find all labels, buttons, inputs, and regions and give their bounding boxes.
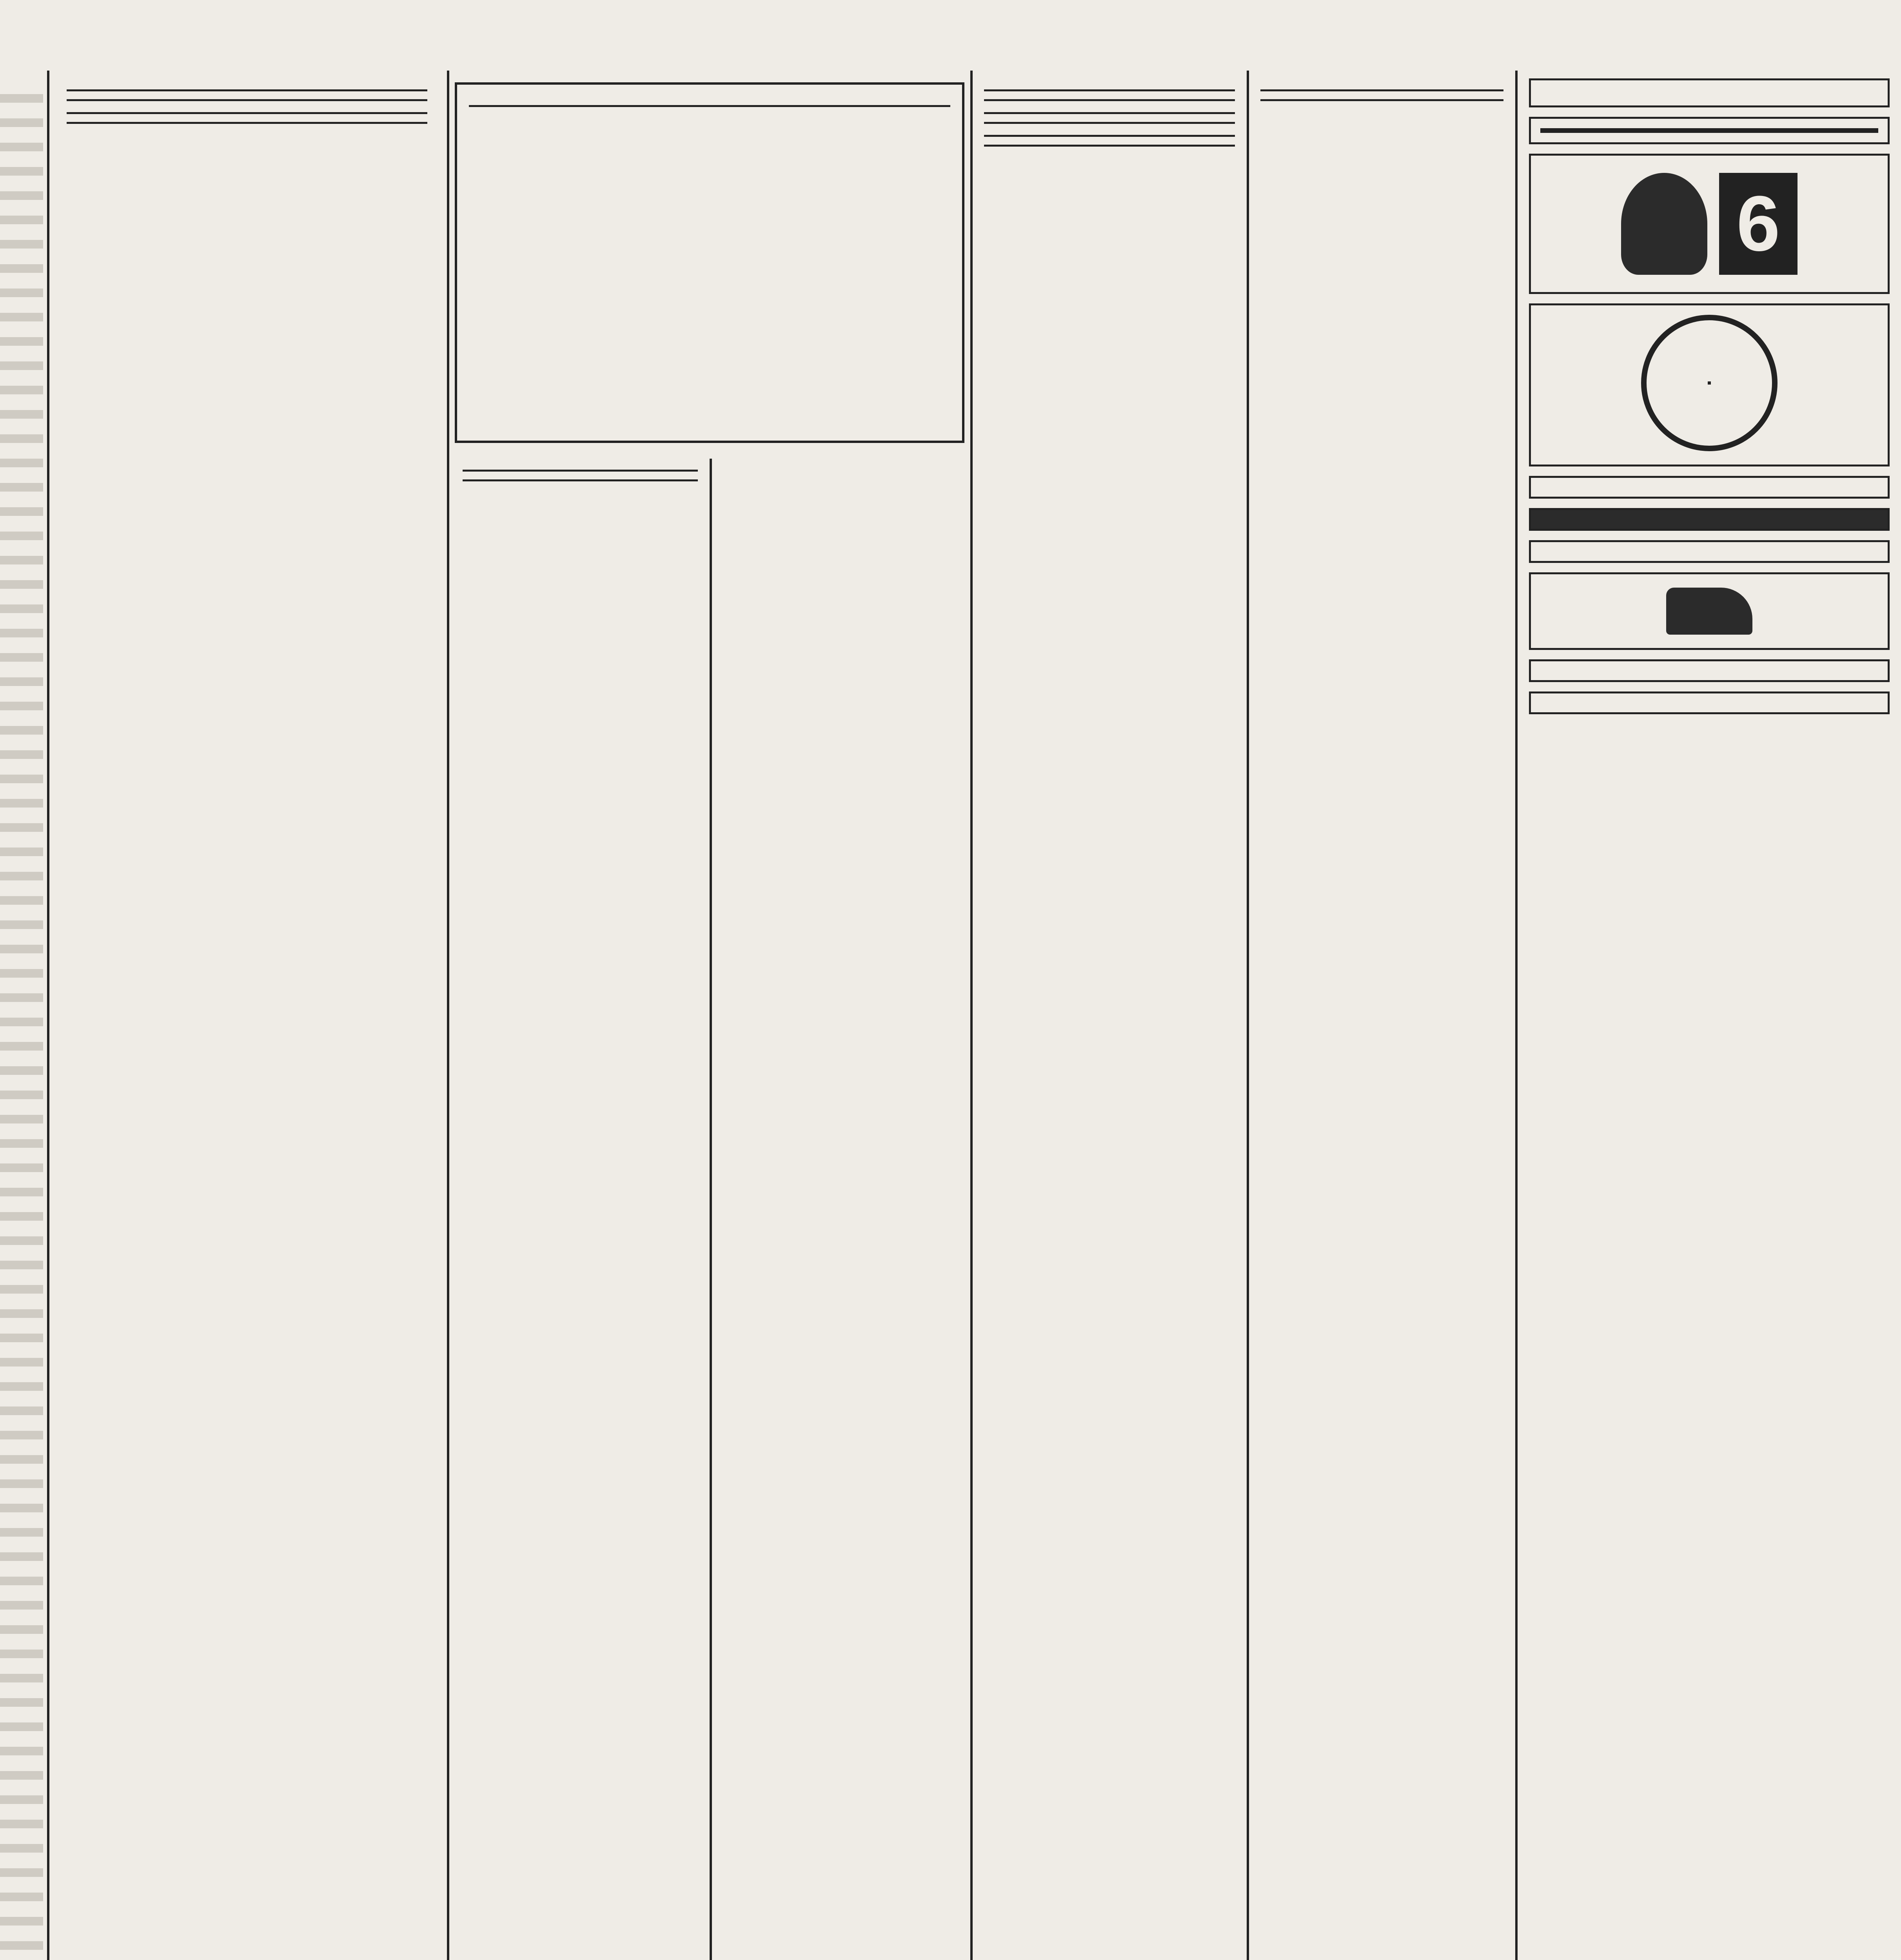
column-rule [447,71,449,1960]
ad-boerenleenbank [1529,659,1890,682]
column-2 [455,459,706,1960]
section-heading [984,89,1235,101]
column-5 [1253,78,1511,1960]
westerhof-logo-icon [1641,315,1778,451]
section-heading [67,89,427,101]
column-rule [1515,71,1518,1960]
column-1 [51,78,443,1960]
column-rule [1247,71,1249,1960]
ad-piano [1529,476,1890,499]
ad-eikels [1529,78,1890,107]
ad-hollandia [1529,508,1890,531]
section-heading [984,135,1235,147]
left-edge-column [0,78,43,1960]
section-heading [463,470,698,481]
ad-dansclub [1529,117,1890,144]
logo-name-text [1708,381,1711,385]
divider [469,105,950,107]
column-3 [715,459,966,1960]
column-6-ads [1521,78,1897,1960]
section-heading [67,112,427,124]
column-rule [970,71,973,1960]
ad-friesoma [1529,572,1890,650]
column-rule [710,459,712,1960]
section-heading [984,112,1235,124]
ad-westerhof [1529,303,1890,466]
ad-vulpeninkt [1529,691,1890,714]
column-rule [47,71,49,1960]
column-4 [976,78,1243,1960]
section-heading [1260,89,1503,101]
ad-reclameschrift [1529,540,1890,563]
shoe-illustration-icon: 6 [1540,165,1878,283]
ad-line [1540,128,1878,133]
sewing-machine-icon [1666,588,1752,635]
hotel-ad [455,82,964,443]
ad-koster [1529,154,1890,294]
